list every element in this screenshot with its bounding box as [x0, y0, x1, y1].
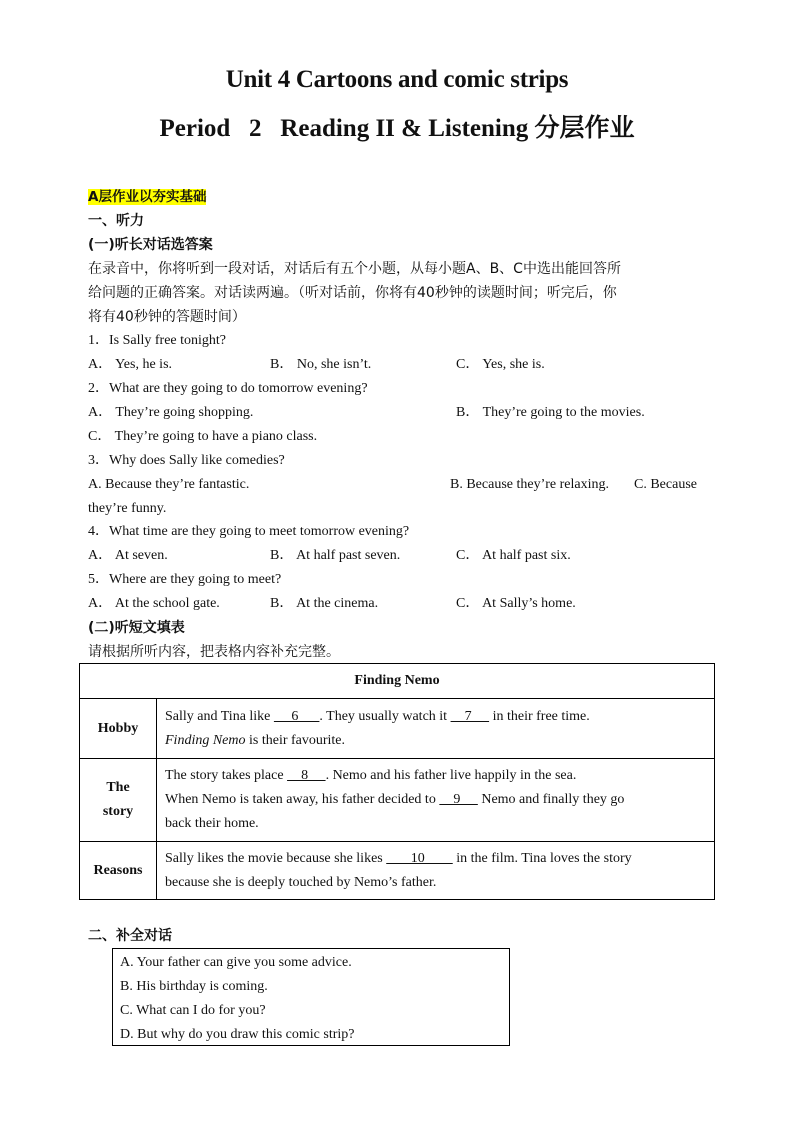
question-4: 4．What time are they going to meet tomorrow evening?: [88, 524, 410, 539]
row-content: [157, 759, 715, 842]
row-text: Sally likes the movie because she likes: [165, 850, 387, 866]
sub2-heading: (二)听短文填表: [88, 620, 185, 636]
row-text: . Nemo and his father live happily in the sea.: [325, 768, 577, 783]
q2-option-b: B． They’re going to the movies.: [456, 405, 645, 420]
q4-option-a: A． At seven.: [88, 548, 168, 563]
instruction1-line3: 将有40秒钟的答题时间）: [88, 309, 246, 325]
table-row: [80, 759, 715, 842]
row-text: Sally and Tina like: [165, 708, 274, 724]
page-title: Unit 4 Cartoons and comic strips: [225, 66, 569, 93]
blank-7: 7: [450, 708, 490, 724]
q3-option-b: B. Because they’re relaxing.: [450, 477, 609, 492]
q2-option-c: C． They’re going to have a piano class.: [88, 429, 318, 444]
fill-in-table: [79, 663, 715, 900]
q5-option-c: C． At Sally’s home.: [456, 596, 576, 611]
question-5: 5．Where are they going to meet?: [88, 572, 282, 587]
instruction1-line1: 在录音中，你将听到一段对话，对话后有五个小题，从每小题A、B、C中选出能回答所: [88, 261, 621, 277]
q4-option-c: C． At half past six.: [456, 548, 571, 563]
question-1: 1．Is Sally free tonight?: [88, 333, 227, 348]
option-a: A. Your father can give you some advice.: [120, 955, 352, 970]
row-label: Reasons: [80, 842, 157, 900]
q1-option-c: C． Yes, she is.: [456, 357, 545, 372]
q1-option-a: A． Yes, he is.: [88, 357, 173, 372]
row-text: in their free time.: [489, 708, 590, 724]
row-text: back their home.: [165, 816, 259, 831]
row-text: is their favourite.: [245, 732, 346, 748]
blank-9: 9: [439, 792, 478, 807]
q3-option-a: A. Because they’re fantastic.: [88, 477, 250, 492]
row-text: The story takes place: [165, 768, 288, 783]
blank-6: 6: [273, 708, 320, 724]
row-text: in the film. Tina loves the story: [452, 850, 632, 866]
blank-8: 8: [287, 768, 326, 783]
page-subtitle: Period 2 Reading II & Listening 分层作业: [159, 115, 635, 142]
option-c: C. What can I do for you?: [120, 1003, 266, 1018]
instruction1: [88, 257, 706, 329]
row-content: [157, 842, 715, 900]
row-content: [157, 699, 715, 759]
question-2: 2．What are they going to do tomorrow evening?: [88, 381, 368, 396]
highlighted-label: A层作业以夯实基础: [88, 189, 207, 205]
table-row: [80, 699, 715, 759]
table-row: [80, 842, 715, 900]
option-d: D. But why do you draw this comic strip?: [120, 1027, 355, 1042]
table-header: Finding Nemo: [80, 664, 715, 699]
q3-option-c-cont: they’re funny.: [88, 501, 167, 516]
q2-option-a: A． They’re going shopping.: [88, 405, 254, 420]
question-3: 3．Why does Sally like comedies?: [88, 453, 285, 468]
row-label: Hobby: [80, 699, 157, 759]
row-text: because she is deeply touched by Nemo’s father.: [165, 874, 437, 890]
row-text: When Nemo is taken away, his father decided to: [165, 792, 440, 807]
q3-option-c: C. Because: [634, 477, 697, 492]
row-text: Nemo and finally they go: [477, 792, 625, 807]
instruction2: 请根据所听内容，把表格内容补充完整。: [88, 644, 340, 660]
row-label-line2: story: [102, 804, 134, 819]
section-a-label: [88, 188, 206, 207]
q1-option-b: B． No, she isn’t.: [270, 357, 372, 372]
row-label: [80, 759, 157, 842]
blank-10: 10: [386, 850, 453, 866]
row-text: . They usually watch it: [319, 708, 451, 724]
option-b: B. His birthday is coming.: [120, 979, 268, 994]
part2-heading: 二、补全对话: [88, 928, 172, 944]
q5-option-b: B． At the cinema.: [270, 596, 379, 611]
instruction1-line2: 给问题的正确答案。对话读两遍。（听对话前，你将有40秒钟的读题时间；听完后，你: [88, 285, 617, 301]
row-label-line1: The: [106, 780, 130, 795]
sub1-heading: (一)听长对话选答案: [88, 237, 213, 253]
q5-option-a: A． At the school gate.: [88, 596, 220, 611]
movie-title: Finding Nemo: [165, 732, 246, 748]
q4-option-b: B． At half past seven.: [270, 548, 401, 563]
part1-heading: 一、听力: [88, 213, 144, 229]
